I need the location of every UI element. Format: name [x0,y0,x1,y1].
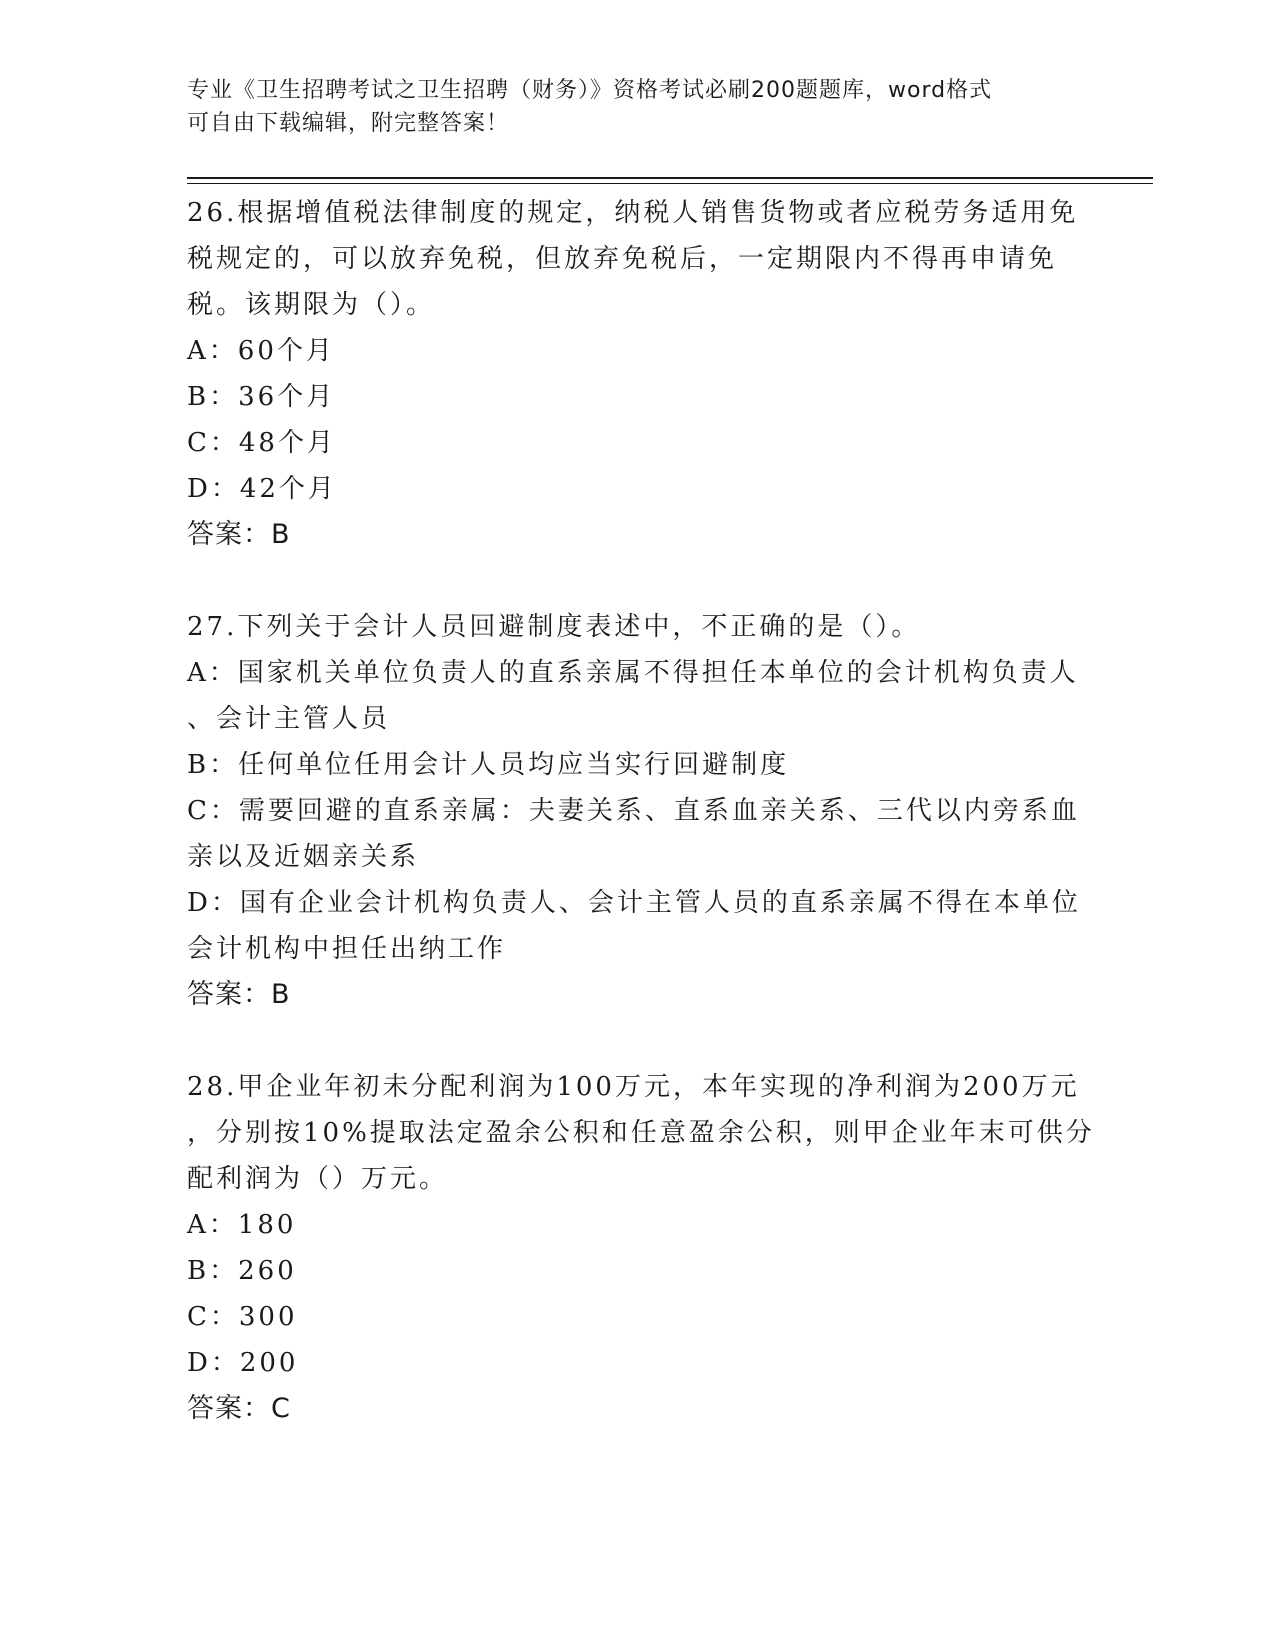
answer-option-line: B：任何单位任用会计人员均应当实行回避制度 [187,750,790,780]
answer-option-line: B：260 [187,1256,297,1286]
answer-option [187,1202,1087,1248]
question-stem-line: 27.下列关于会计人员回避制度表述中，不正确的是（）。 [187,612,921,642]
answer-option-line: D：200 [187,1348,299,1378]
question-block [187,1064,1095,1432]
answer-option [187,374,1087,420]
question-stem-line: ，分别按10%提取法定盈余公积和任意盈余公积，则甲企业年末可供分 [187,1118,1095,1148]
answer-option [187,1340,1087,1386]
answer-option-line: D：国有企业会计机构负责人、会计主管人员的直系亲属不得在本单位 [187,888,1081,918]
question-stem [187,604,1087,650]
question-stem-line: 税。该期限为（）。 [187,290,436,320]
answer-option-line: 会计机构中担任出纳工作 [187,934,507,964]
header-title-line-1: 专业《卫生招聘考试之卫生招聘（财务）》资格考试必刷200题题库，word格式 [187,78,993,103]
header-title-line-2: 可自由下载编辑，附完整答案！ [187,111,510,136]
question-stem-line: 税规定的，可以放弃免税，但放弃免税后，一定期限内不得再申请免 [187,244,1058,274]
answer-option-line: B：36个月 [187,382,336,412]
document-header [187,74,1067,140]
answer-option [187,466,1087,512]
answer-option-line: A：60个月 [187,336,335,366]
answer-option-line: A：国家机关单位负责人的直系亲属不得担任本单位的会计机构负责人 [187,658,1079,688]
answer-option [187,880,1087,972]
answer-key: 答案：B [187,519,291,550]
answer-option [187,420,1087,466]
answer-option-line: 亲以及近姻亲关系 [187,842,420,872]
answer-option-line: D：42个月 [187,474,337,504]
answer-option [187,1248,1087,1294]
question-stem-line: 28.甲企业年初未分配利润为100万元，本年实现的净利润为200万元 [187,1072,1080,1102]
header-divider-thick [187,177,1153,179]
answer-option-line: 、会计主管人员 [187,704,391,734]
question-stem-line: 配利润为（）万元。 [187,1164,449,1194]
answer-option-line: C：300 [187,1302,298,1332]
answer-option-line: C：48个月 [187,428,336,458]
header-divider-thin [187,183,1153,184]
question-stem-line: 26.根据增值税法律制度的规定，纳税人销售货物或者应税劳务适用免 [187,198,1079,228]
answer-option-line: A：180 [187,1210,297,1240]
answer-option-line: C：需要回避的直系亲属：夫妻关系、直系血亲关系、三代以内旁系血 [187,796,1080,826]
answer-option [187,650,1087,742]
question-list [187,190,1095,1478]
answer-key: 答案：B [187,979,291,1010]
answer-key: 答案：C [187,1393,291,1424]
question-stem [187,190,1087,328]
answer-option [187,742,1087,788]
question-stem [187,1064,1095,1202]
answer-option [187,788,1087,880]
question-block [187,190,1087,558]
answer-option [187,328,1087,374]
answer-option [187,1294,1087,1340]
question-block [187,604,1087,1018]
